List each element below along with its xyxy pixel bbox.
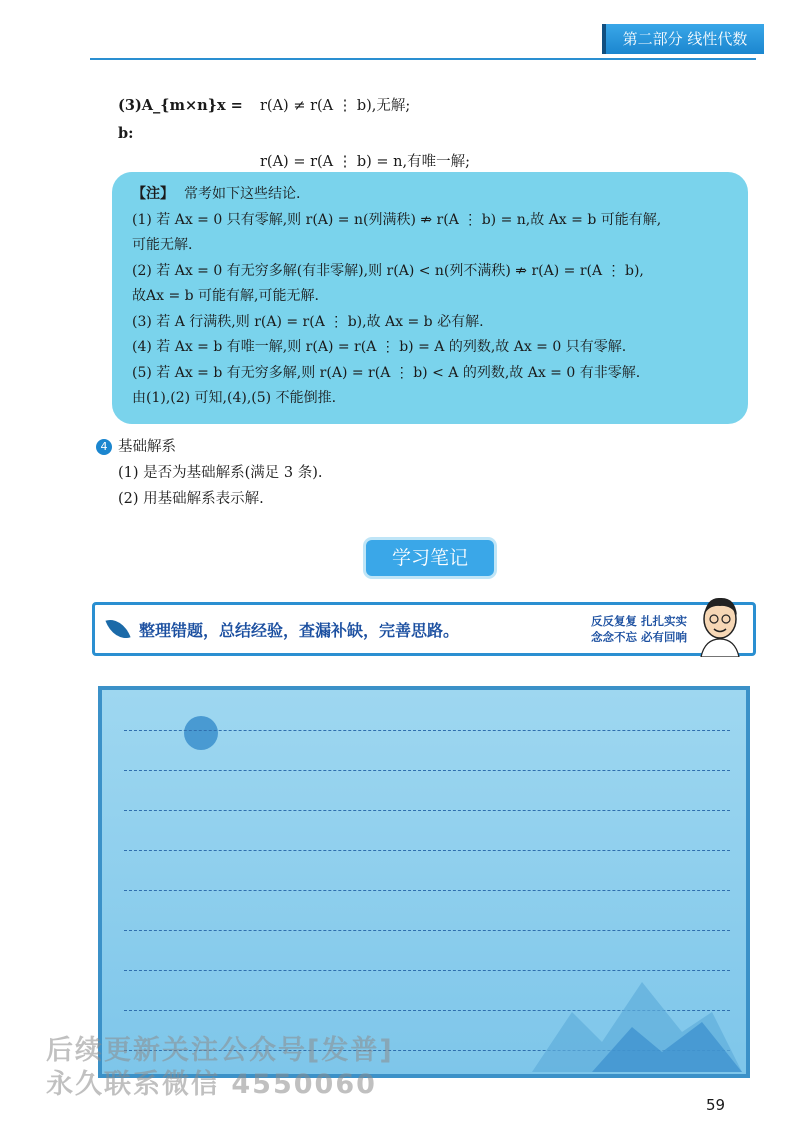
motto-side (591, 613, 687, 645)
equation-row (118, 92, 513, 148)
note-line: (4) 若 Ax = b 有唯一解,则 r(A) = r(A ⋮ b) = A 的列数,故 Ax = 0 只有零解. (132, 339, 627, 355)
equation-line: r(A) = r(A ⋮ b) = n,有唯一解; (260, 154, 471, 170)
teacher-avatar-icon (695, 593, 745, 657)
note-heading-text: 常考如下这些结论. (184, 186, 301, 202)
note-line: (2) 若 Ax = 0 有无穷多解(有非零解),则 r(A) < n(列不满秩) ⇏ r(A) = r(A ⋮ b), (132, 262, 644, 279)
watermark-line: 永久联系微信 4550060 (46, 1069, 377, 1100)
page-number: 59 (706, 1096, 726, 1114)
note-rule (124, 930, 730, 931)
motto-bar (92, 602, 756, 656)
section-title-text: 基础解系 (118, 439, 176, 455)
note-line: 可能无解. (132, 237, 193, 253)
note-line: (1) 若 Ax = 0 只有零解,则 r(A) = n(列满秩) ⇏ r(A ⋮ b) = n,故 Ax = b 可能有解, (132, 211, 662, 228)
motto-side-line: 念念不忘 必有回响 (591, 630, 688, 644)
note-heading (132, 182, 730, 208)
section-title (96, 434, 323, 460)
sun-icon (184, 716, 218, 750)
section-number-badge: 4 (96, 439, 112, 455)
equation-line: r(A) ≠ r(A ⋮ b),无解; (260, 98, 411, 114)
note-rule (124, 850, 730, 851)
header-divider (90, 58, 756, 60)
note-rule (124, 970, 730, 971)
section-item: (1) 是否为基础解系(满足 3 条). (118, 465, 323, 481)
note-line: (3) 若 A 行满秩,则 r(A) = r(A ⋮ b),故 Ax = b 必有解. (132, 313, 484, 330)
mountains-icon (532, 972, 742, 1072)
equation-label: (3)A_{m×n}x = b: (118, 97, 243, 142)
section-tab: 第二部分 线性代数 (602, 24, 764, 54)
motto-text: 整理错题，总结经验，查漏补缺，完善思路。 (139, 621, 460, 640)
note-tag: 【注】 (132, 186, 174, 202)
study-notes-banner: 学习笔记 (366, 540, 494, 576)
note-rule (124, 730, 730, 731)
watermark (46, 1034, 394, 1102)
note-rule (124, 770, 730, 771)
leaf-icon (105, 615, 130, 644)
note-line: 故Ax = b 可能有解,可能无解. (132, 288, 319, 304)
section-basic-solutions (96, 434, 323, 512)
note-line: (5) 若 Ax = b 有无穷多解,则 r(A) = r(A ⋮ b) < A 的列数,故 Ax = 0 有非零解. (132, 364, 641, 381)
notes-panel (98, 686, 750, 1078)
note-rule (124, 810, 730, 811)
section-item: (2) 用基础解系表示解. (118, 491, 264, 507)
watermark-line: 后续更新关注公众号[发普] (46, 1035, 394, 1066)
motto-side-line: 反反复复 扎扎实实 (591, 614, 688, 628)
note-line: 由(1),(2) 可知,(4),(5) 不能倒推. (132, 390, 337, 406)
note-box (112, 172, 748, 424)
note-rule (124, 890, 730, 891)
